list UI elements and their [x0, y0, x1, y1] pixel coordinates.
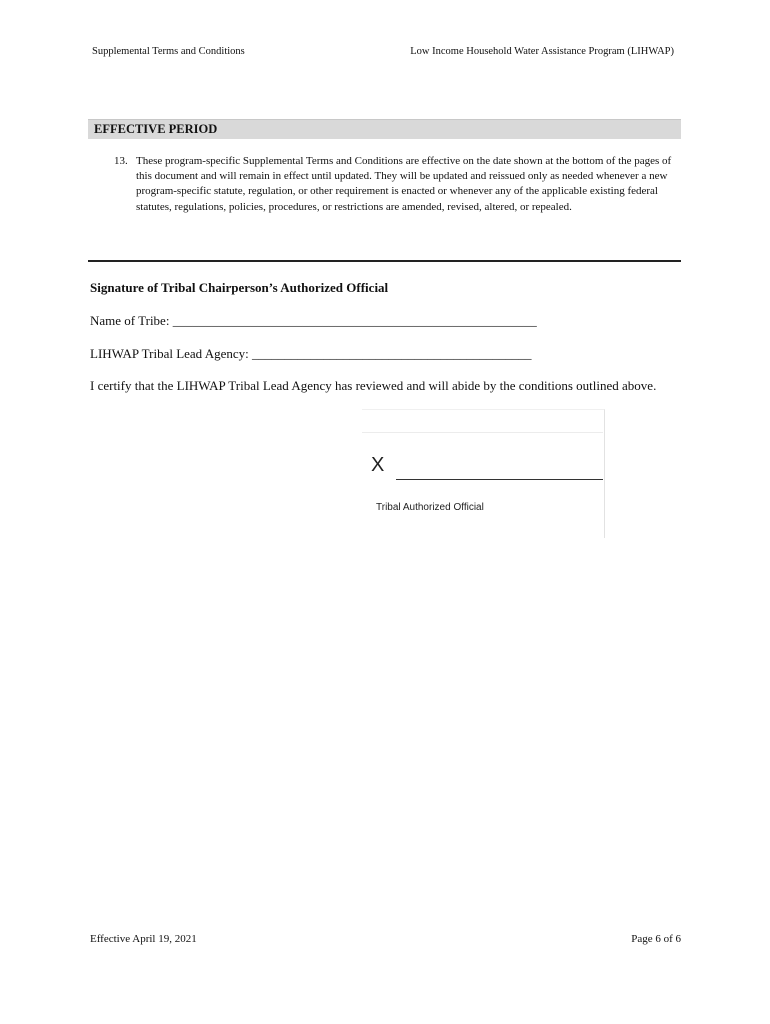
footer-page-number: Page 6 of 6: [631, 933, 681, 945]
signature-heading: Signature of Tribal Chairperson’s Authorized Official: [90, 280, 389, 295]
section-title: EFFECTIVE PERIOD: [94, 122, 218, 136]
certification-text: I certify that the LIHWAP Tribal Lead Agency has reviewed and will abide by the conditions outlined above.: [90, 378, 657, 393]
effective-period-section-bar: [88, 119, 681, 139]
header-left-text: Supplemental Terms and Conditions: [92, 46, 245, 57]
signature-field[interactable]: [362, 409, 605, 538]
header-right-text: Low Income Household Water Assistance Program (LIHWAP): [410, 46, 674, 57]
numbered-item-13: [114, 154, 682, 215]
footer-effective-date: Effective April 19, 2021: [90, 933, 197, 945]
signature-line: [396, 479, 603, 480]
signature-x-mark: X: [371, 454, 385, 476]
signature-caption: Tribal Authorized Official: [376, 502, 484, 513]
item-number: 13.: [114, 155, 128, 167]
lead-agency-field[interactable]: LIHWAP Tribal Lead Agency: ___________________________________________: [90, 346, 532, 361]
item-text: These program-specific Supplemental Terms and Conditions are effective on the date shown at the bottom of the pages of this document and will remain in effect until updated. They will be updated and reissued only as needed whenever a new program-specific statute, regulation, or other requirement is enacted or whenever any of the applicable existing federal statutes, regulations, policies, procedures, or restrictions are amended, revised, altered, or repealed.: [136, 155, 672, 213]
signature-box-top-rule: [362, 432, 603, 433]
name-of-tribe-field[interactable]: Name of Tribe: ________________________________________________________: [90, 313, 537, 328]
section-divider: [88, 260, 681, 262]
